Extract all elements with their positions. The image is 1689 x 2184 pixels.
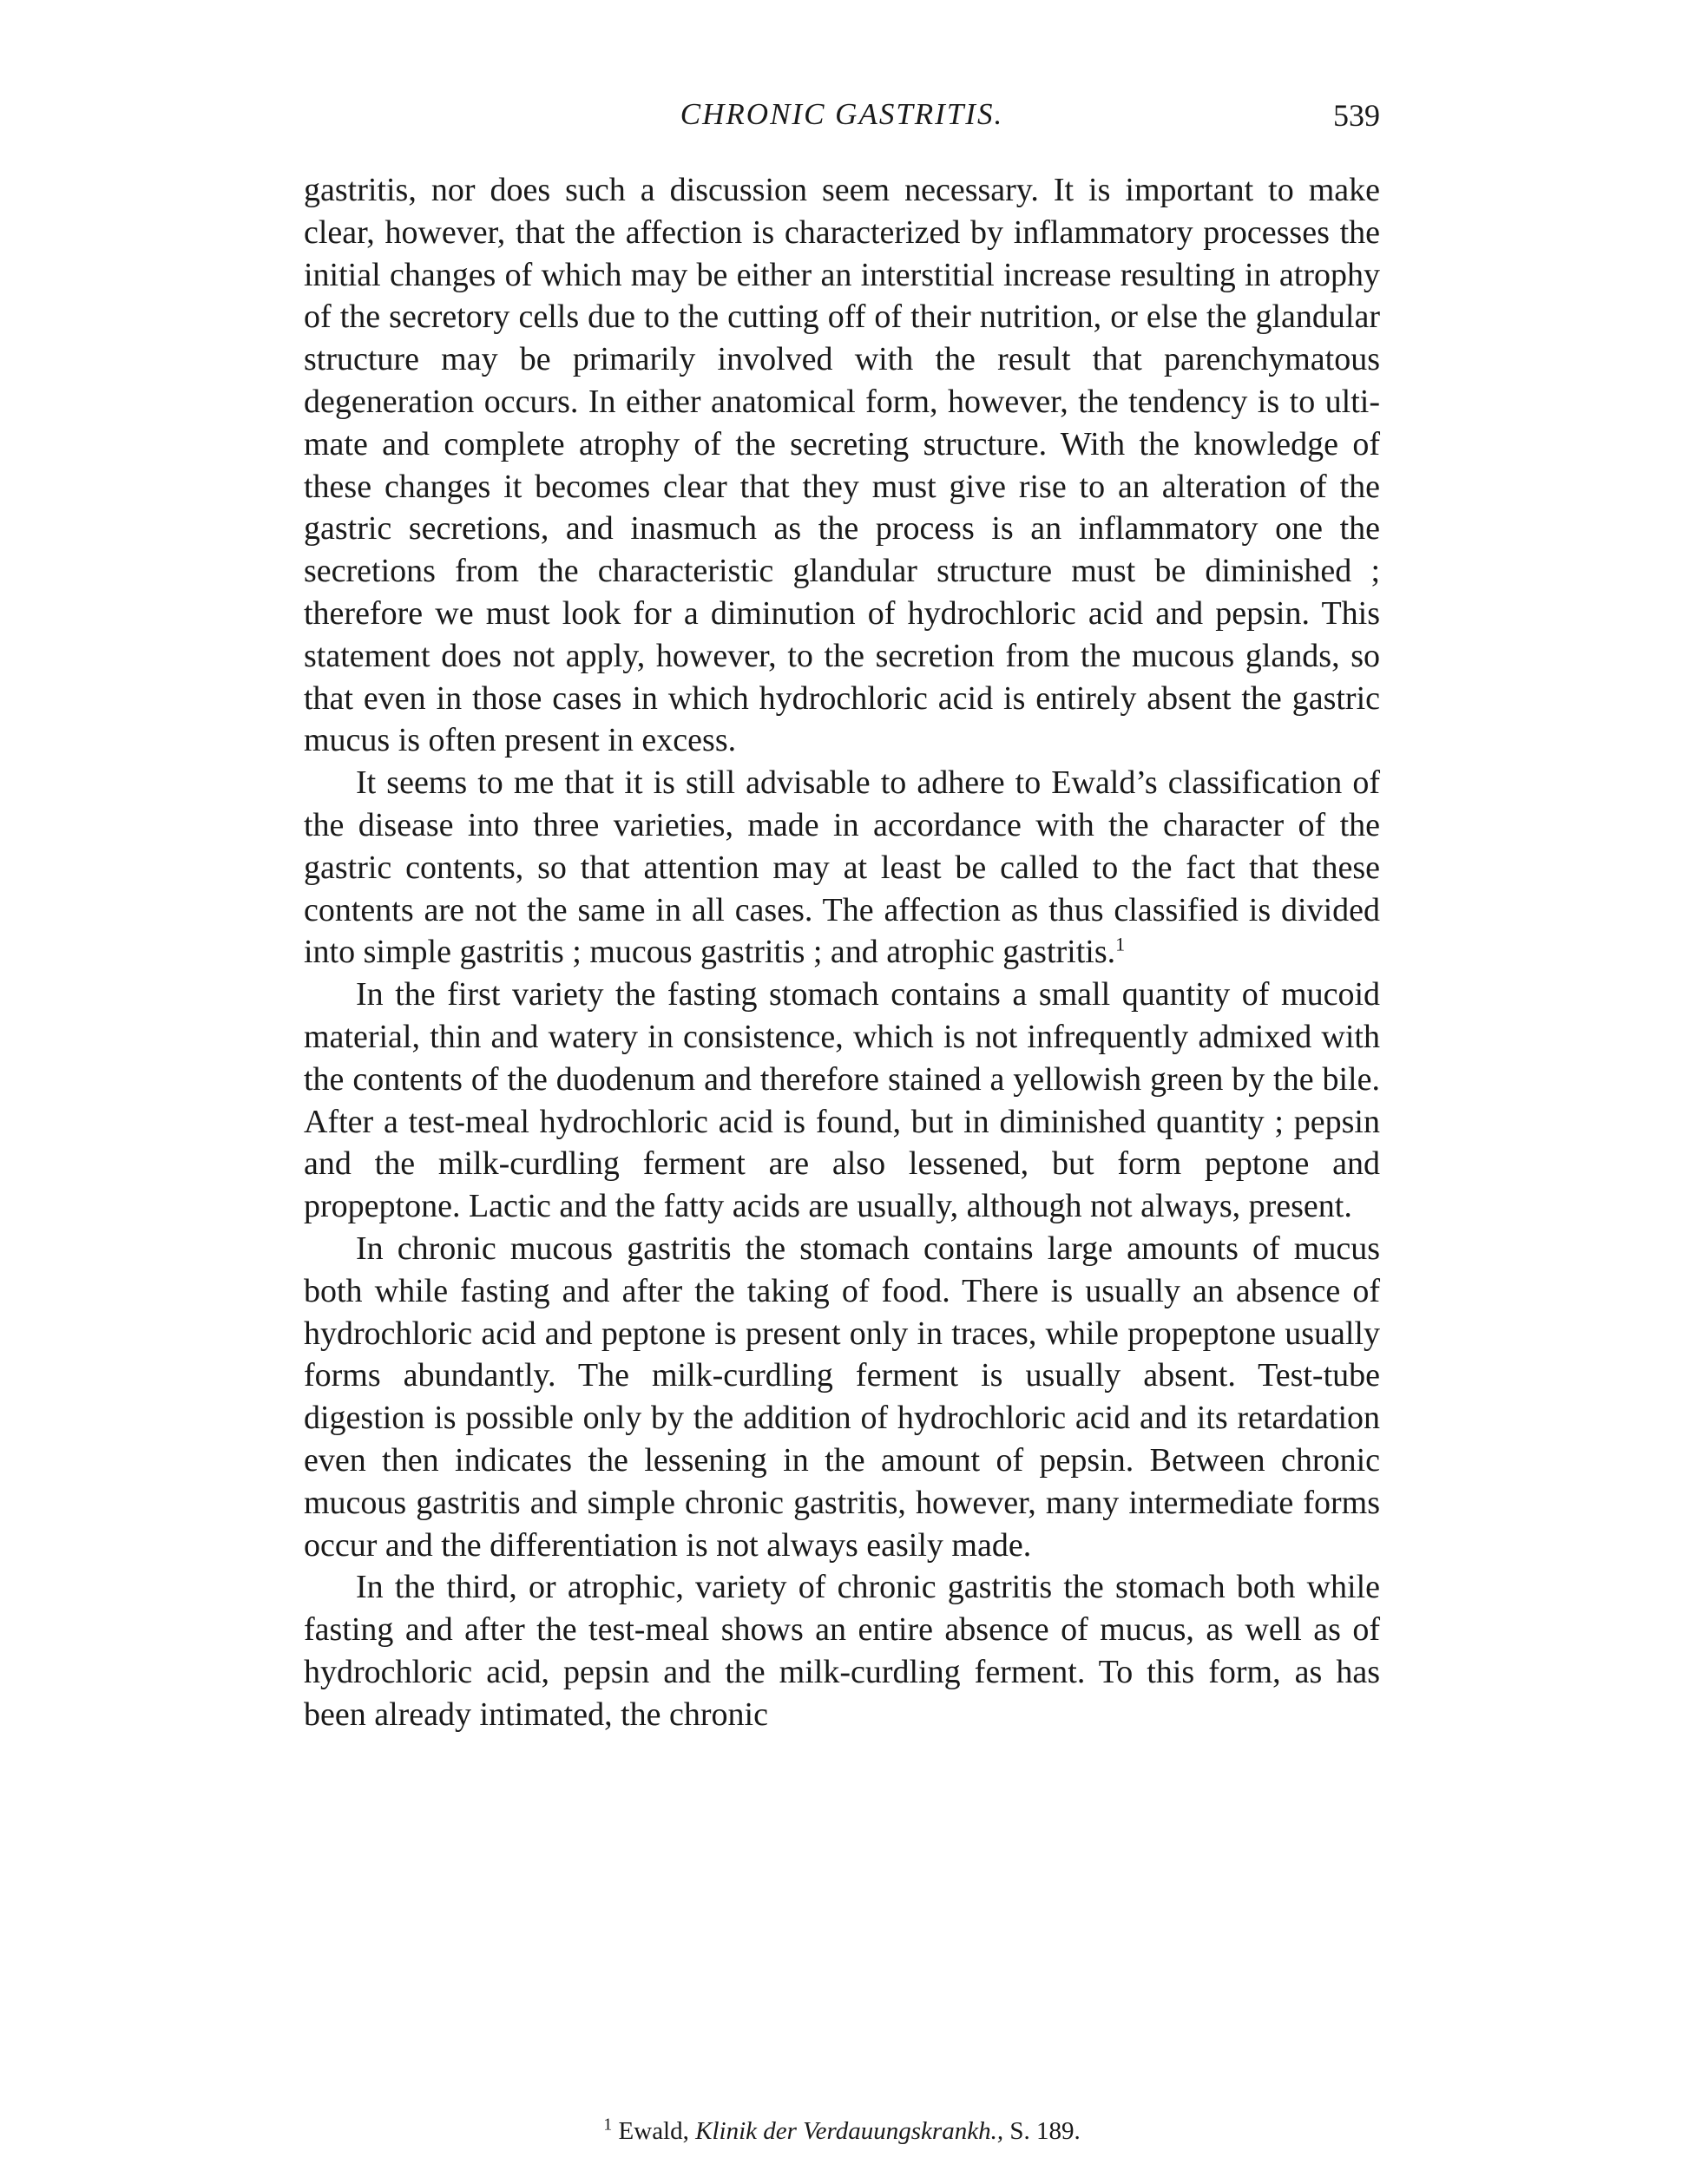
- footnote-reference: 1: [1115, 933, 1126, 955]
- paragraph-1-text: gastritis, nor does such a discussion seem necessary. It is important to make clear, however, that the affection is characterized by inflammatory processes the initial changes of which may be either an interstitial increase resulting in atrophy of the secretory cells due to the cutting off of their nutrition, or else the glandular structure may be primarily involved with the result that parenchymatous degeneration occurs. In either anatomical form, however, the tendency is to ultimate and complete atrophy of the secreting structure. With the knowledge of these changes it becomes clear that they must give rise to an alteration of the gastric secretions, and inasmuch as the process is an inflammatory one the secretions from the characteristic glandular structure must be diminished ; therefore we must look for a diminution of hydrochloric acid and pepsin. This statement does not apply, however, to the secretion from the mucous glands, so that even in those cases in which hydrochloric acid is entirely absent the gastric mucus is often present in excess.: [304, 172, 1380, 759]
- paragraph-3: [304, 974, 1380, 1228]
- footnote-author: Ewald,: [618, 2117, 689, 2145]
- paragraph-1: [304, 169, 1380, 762]
- footnote-reference-page: S. 189.: [1009, 2117, 1081, 2145]
- body-text: [304, 169, 1380, 1735]
- running-title: CHRONIC GASTRITIS.: [680, 97, 1004, 131]
- footnote-mark: 1: [603, 2115, 613, 2135]
- paragraph-2-text: It seems to me that it is still advisable to adhere to Ewald’s classification of the disease into three varieties, made in accordance with the character of the gastric contents, so that attention may at least be called to the fact that these contents are not the same in all cases. The affection as thus classified is divided into simple gastritis ; mucous gastritis ; and atrophic gastritis.: [304, 764, 1380, 971]
- footnote-title: Klinik der Verdauungskrankh.,: [695, 2117, 1004, 2145]
- page-number: 539: [1333, 98, 1380, 133]
- paragraph-2: [304, 762, 1380, 974]
- paragraph-3-text: In the first variety the fasting stomach contains a small quantity of mucoid material, thin and watery in consistence, which is not infrequently admixed with the contents of the duodenum and therefore stained a yellowish green by the bile. After a test-meal hydrochloric acid is found, but in diminished quantity ; pepsin and the milk-curdling ferment are also lessened, but form peptone and propeptone. Lactic and the fatty acids are usually, although not always, present.: [304, 976, 1380, 1225]
- footnote: [304, 2117, 1380, 2146]
- paragraph-4-text: In chronic mucous gastritis the stomach contains large amounts of mucus both while fasting and after the taking of food. There is usually an absence of hydrochloric acid and peptone is present only in traces, while propeptone usually forms abundantly. The milk-curdling ferment is usually absent. Test-tube digestion is possible only by the addition of hydrochloric acid and its retardation even then indicates the lessening in the amount of pepsin. Between chronic mucous gastritis and simple chronic gastritis, however, many intermediate forms occur and the differentiation is not always easily made.: [304, 1230, 1380, 1564]
- paragraph-5: [304, 1566, 1380, 1735]
- paragraph-4: [304, 1228, 1380, 1566]
- paragraph-5-text: In the third, or atrophic, variety of chronic gastritis the stomach both while fasting and after the test-meal shows an entire absence of mucus, as well as of hydrochloric acid, pepsin and the milk-curdling ferment. To this form, as has been already intimated, the chronic: [304, 1569, 1380, 1733]
- running-head: [304, 97, 1380, 149]
